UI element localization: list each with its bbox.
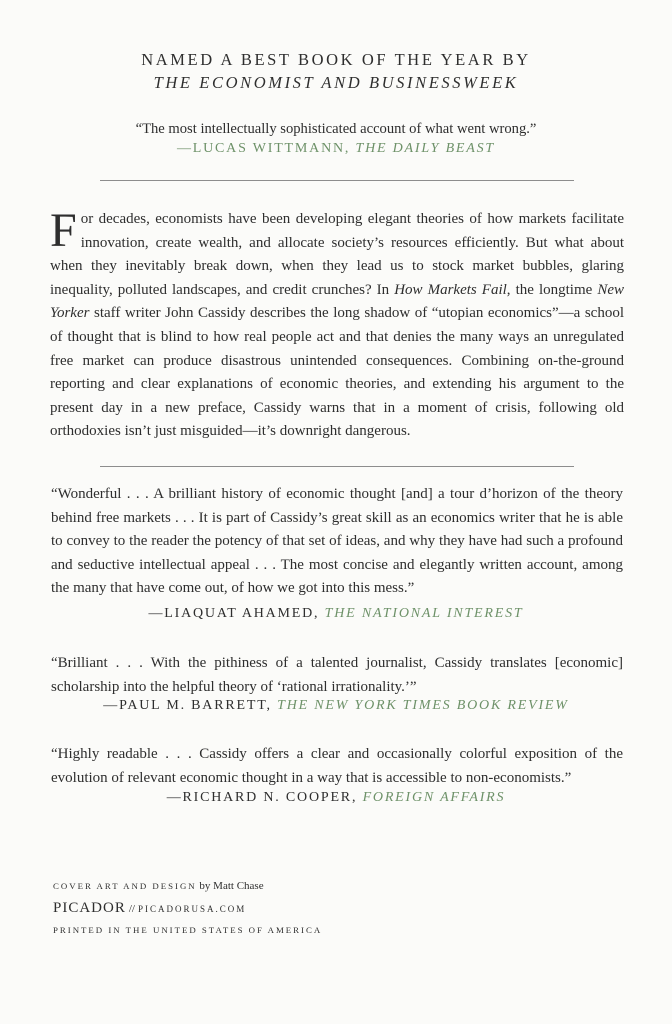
review-3-text: “Highly readable . . . Cassidy offers a clear and occasionally colorful exposition of the evolution of relevant economic thought in a way that is accessible to non-economists.”	[51, 746, 623, 786]
publisher-separator: //	[128, 903, 135, 915]
lead-quote-dash: —	[176, 141, 193, 156]
divider-middle	[100, 466, 574, 467]
lead-quote-author: LUCAS WITTMANN,	[192, 141, 351, 156]
cover-credit-label: COVER ART AND DESIGN	[53, 881, 197, 891]
review-3-attribution	[0, 790, 672, 806]
review-2-source: THE NEW YORK TIMES BOOK REVIEW	[277, 698, 569, 713]
review-2-text: “Brilliant . . . With the pithiness of a talented journalist, Cassidy translates [economic] scholarship into the helpful theory of ‘rational irrationality.’”	[51, 655, 623, 695]
printed-in-notice: PRINTED IN THE UNITED STATES OF AMERICA	[53, 925, 323, 935]
lead-quote-text: “The most intellectually sophisticated account of what went wrong.”	[135, 121, 537, 137]
drop-cap: F	[50, 204, 77, 257]
review-1-source: THE NATIONAL INTEREST	[324, 606, 524, 621]
book-description	[50, 204, 625, 444]
description-text-1: or decades, economists have been developing elegant theories of how markets facilitate innovation, create wealth, and allocate society’s resources efficiently. But what about when they inevitably break down, when they lead us to stock market bubbles, glaring inequality, polluted landscapes, and credit crunches? In	[50, 211, 624, 298]
header-line-1: NAMED A BEST BOOK OF THE YEAR BY	[141, 50, 531, 69]
description-text-3: staff writer John Cassidy describes the long shadow of “utopian economics”—a school of thought that is blind to how real people act and that denies the many ways an unregulated free market can produce disastrous unintended consequences. Combining on-the-ground reporting and clear explanations of economic theories, and extending his argument to the present day in a new preface, Cassidy warns that in a moment of crisis, following old orthodoxies isn’t just misguided—it’s downright dangerous.	[50, 305, 624, 440]
header-line-2: THE ECONOMIST AND BUSINESSWEEK	[153, 73, 519, 92]
review-3-source: FOREIGN AFFAIRS	[362, 790, 506, 805]
cover-credit	[53, 880, 264, 892]
description-book-title: How Markets Fail	[394, 281, 507, 298]
cover-credit-name: by Matt Chase	[199, 880, 264, 892]
publisher-logo-text: PICADOR	[53, 900, 126, 916]
publisher-website: PICADORUSA.COM	[137, 904, 247, 914]
review-1-author: —LIAQUAT AHAMED,	[148, 606, 320, 621]
lead-quote-source: THE DAILY BEAST	[355, 141, 496, 156]
review-3-author: —RICHARD N. COOPER,	[166, 790, 358, 805]
review-1-text: “Wonderful . . . A brilliant history of economic thought [and] a tour d’horizon of the theory behind free markets . . . It is part of Cassidy’s great skill as an economics writer that he is able to convey to the reader the potency of that set of ideas, and why they have had such a profound and seductive intellectual appeal . . . The most concise and elegantly written account, among the many that have come out, of how we got into this mess.”	[51, 486, 623, 596]
description-magazine-title: New Yorker	[50, 281, 625, 322]
review-2-attribution	[0, 698, 672, 714]
divider-top	[100, 180, 574, 181]
publisher-line	[53, 900, 246, 917]
review-1-attribution	[0, 606, 672, 622]
lead-quote-attribution	[0, 141, 672, 157]
review-2-author: —PAUL M. BARRETT,	[103, 698, 272, 713]
description-text-2: , the longtime	[506, 281, 598, 298]
